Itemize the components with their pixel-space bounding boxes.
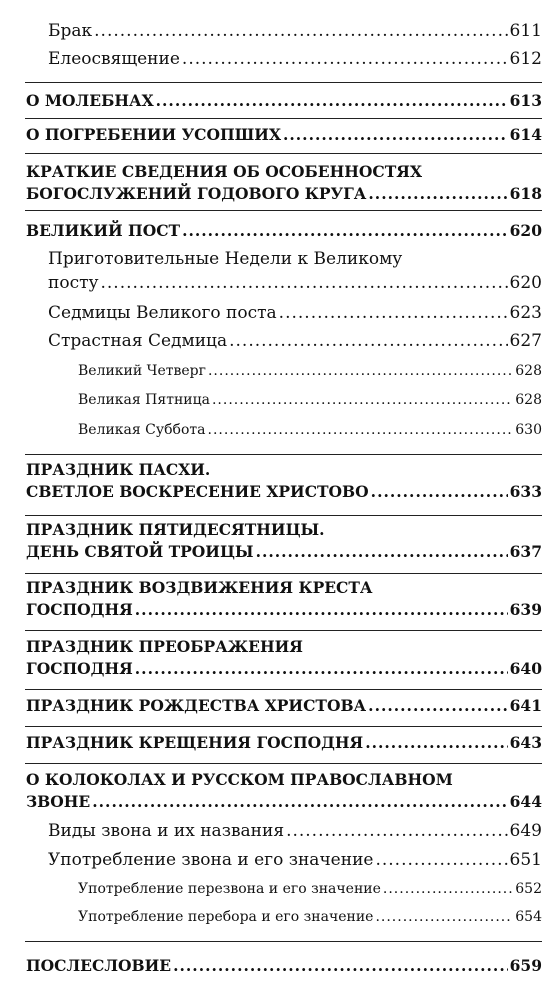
toc-entry-title: Страстная Седмица bbox=[48, 331, 228, 351]
toc-page-number: 633 bbox=[509, 482, 542, 501]
dot-leader bbox=[256, 542, 508, 561]
section-divider bbox=[25, 689, 542, 690]
dot-leader bbox=[368, 184, 507, 203]
dot-leader bbox=[182, 221, 508, 240]
toc-page-number: 640 bbox=[509, 659, 542, 678]
section-divider bbox=[25, 515, 542, 516]
toc-page-number: 612 bbox=[509, 49, 542, 69]
dot-leader bbox=[173, 956, 508, 975]
toc-entry-title: Виды звона и их названия bbox=[48, 821, 285, 841]
toc-entry-title-line: ПРАЗДНИК ПАСХИ. bbox=[26, 460, 211, 479]
toc-page-number: 620 bbox=[509, 273, 542, 293]
toc-entry-title: Брак bbox=[48, 21, 93, 41]
dot-leader bbox=[286, 821, 507, 841]
section-divider bbox=[25, 941, 542, 942]
toc-page-number: 651 bbox=[509, 850, 542, 870]
toc-page-number: 639 bbox=[509, 600, 542, 619]
toc-page-number: 618 bbox=[509, 184, 542, 203]
toc-entry-title: Седмицы Великого поста bbox=[48, 303, 277, 323]
toc-entry-title: ГОСПОДНЯ bbox=[26, 659, 133, 678]
dot-leader bbox=[365, 733, 507, 752]
section-divider bbox=[25, 210, 542, 211]
toc-page-number: 641 bbox=[509, 696, 542, 715]
dot-leader bbox=[383, 881, 513, 897]
section-divider bbox=[25, 726, 542, 727]
dot-leader bbox=[182, 49, 508, 69]
toc-entry-title: СВЕТЛОЕ ВОСКРЕСЕНИЕ ХРИСТОВО bbox=[26, 482, 369, 501]
toc-page-number: 611 bbox=[509, 21, 542, 41]
dot-leader bbox=[135, 659, 508, 678]
toc-entry-title: Употребление перебора и его значение bbox=[78, 909, 374, 925]
toc-entry-title: Елеосвящение bbox=[48, 49, 180, 69]
toc-entry-title: ПОСЛЕСЛОВИЕ bbox=[26, 956, 172, 975]
toc-entry-title: ВЕЛИКИЙ ПОСТ bbox=[26, 221, 181, 240]
toc-page-number: 623 bbox=[509, 303, 542, 323]
toc-page-number: 627 bbox=[509, 331, 542, 351]
dot-leader bbox=[156, 91, 508, 110]
dot-leader bbox=[94, 21, 507, 41]
dot-leader bbox=[212, 392, 513, 408]
toc-entry-title: О МОЛЕБНАХ bbox=[26, 91, 154, 110]
section-divider bbox=[25, 630, 542, 631]
dot-leader bbox=[101, 273, 508, 293]
section-divider bbox=[25, 118, 542, 119]
toc-entry-title-line: КРАТКИЕ СВЕДЕНИЯ ОБ ОСОБЕННОСТЯХ bbox=[26, 162, 422, 181]
toc-entry-title: Великая Пятница bbox=[78, 392, 210, 408]
toc-entry-title-line: ПРАЗДНИК ВОЗДВИЖЕНИЯ КРЕСТА bbox=[26, 578, 373, 597]
toc-entry-title: ПРАЗДНИК КРЕЩЕНИЯ ГОСПОДНЯ bbox=[26, 733, 364, 752]
section-divider bbox=[25, 153, 542, 154]
toc-entry-title-line: О КОЛОКОЛАХ И РУССКОМ ПРАВОСЛАВНОМ bbox=[26, 770, 453, 789]
toc-entry-title: Великая Суббота bbox=[78, 422, 206, 438]
toc-entry-title-line: ПРАЗДНИК ПРЕОБРАЖЕНИЯ bbox=[26, 637, 303, 656]
toc-page-number: 649 bbox=[509, 821, 542, 841]
toc-page-number: 659 bbox=[509, 956, 542, 975]
dot-leader bbox=[279, 303, 508, 323]
toc-page-number: 613 bbox=[509, 91, 542, 110]
dot-leader bbox=[208, 422, 514, 438]
toc-entry-title: посту bbox=[48, 273, 99, 293]
dot-leader bbox=[283, 125, 508, 144]
toc-page-number: 654 bbox=[515, 909, 542, 925]
section-divider bbox=[25, 763, 542, 764]
dot-leader bbox=[208, 363, 513, 379]
toc-page-number: 644 bbox=[509, 792, 542, 811]
toc-page-number: 652 bbox=[515, 881, 542, 897]
toc-entry-title: ПРАЗДНИК РОЖДЕСТВА ХРИСТОВА bbox=[26, 696, 367, 715]
toc-page-number: 643 bbox=[509, 733, 542, 752]
toc-page-number: 628 bbox=[515, 363, 542, 379]
toc-entry-title: ЗВОНЕ bbox=[26, 792, 91, 811]
section-divider bbox=[25, 454, 542, 455]
toc-entry-title: ГОСПОДНЯ bbox=[26, 600, 133, 619]
dot-leader bbox=[92, 792, 507, 811]
dot-leader bbox=[375, 909, 513, 925]
toc-entry-title-line: Приготовительные Недели к Великому bbox=[48, 249, 403, 269]
section-divider bbox=[25, 573, 542, 574]
toc-entry-title: ДЕНЬ СВЯТОЙ ТРОИЦЫ bbox=[26, 542, 254, 561]
toc-page-number: 614 bbox=[509, 125, 542, 144]
toc-page-number: 637 bbox=[509, 542, 542, 561]
toc-page-number: 630 bbox=[515, 422, 542, 438]
toc-page-number: 628 bbox=[515, 392, 542, 408]
toc-entry-title: Употребление перезвона и его значение bbox=[78, 881, 381, 897]
dot-leader bbox=[135, 600, 508, 619]
toc-entry-title: БОГОСЛУЖЕНИЙ ГОДОВОГО КРУГА bbox=[26, 184, 367, 203]
section-divider bbox=[25, 82, 542, 83]
dot-leader bbox=[371, 482, 508, 501]
dot-leader bbox=[368, 696, 507, 715]
toc-entry-title: О ПОГРЕБЕНИИ УСОПШИХ bbox=[26, 125, 281, 144]
dot-leader bbox=[229, 331, 507, 351]
toc-entry-title: Употребление звона и его значение bbox=[48, 850, 374, 870]
dot-leader bbox=[375, 850, 507, 870]
toc-entry-title: Великий Четверг bbox=[78, 363, 206, 379]
toc-page-number: 620 bbox=[509, 221, 542, 240]
toc-entry-title-line: ПРАЗДНИК ПЯТИДЕСЯТНИЦЫ. bbox=[26, 520, 325, 539]
